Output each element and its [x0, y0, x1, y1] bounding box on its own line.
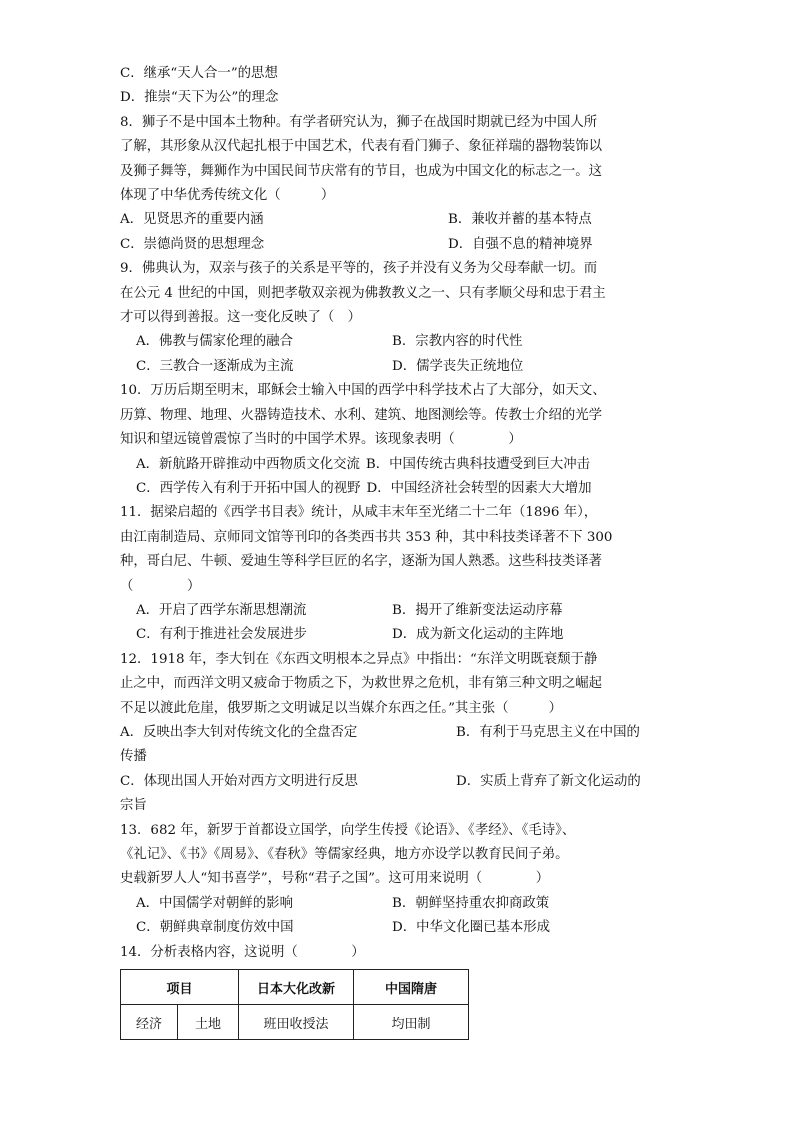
q10-stem-line: 历算、物理、地理、火器铸造技术、水利、建筑、地图测绘等。传教士介绍的光学: [120, 407, 603, 423]
table-cell: 土地: [178, 1005, 239, 1040]
q8-stem-line: 及狮子舞等，舞狮作为中国民间节庆常有的节目，也成为中国文化的标志之一。这: [120, 163, 603, 179]
table-cell: 经济: [121, 1005, 178, 1040]
q12-stem-line: 12．1918 年，李大钊在《东西文明根本之异点》中指出：“东洋文明既衰颓于静: [120, 651, 598, 667]
question-14: [120, 941, 680, 1040]
q9-option-b: B．宗教内容的时代性: [392, 334, 523, 350]
table-header-cell: 日本大化改新: [239, 970, 354, 1005]
q8-option-b: B．兼收并蓄的基本特点: [448, 212, 592, 228]
q9-option-c: C．三教合一逐渐成为主流: [136, 358, 294, 374]
question-9: [120, 257, 680, 379]
q10-stem-line: 知识和望远镜曾震惊了当时的中国学术界。该现象表明（ ）: [120, 432, 522, 448]
comparison-table: [120, 969, 469, 1040]
q12-option-c: C．体现出国人开始对西方文明进行反思: [120, 773, 358, 789]
q9-options-row: [120, 330, 680, 354]
table-header-cell: 中国隋唐: [354, 970, 469, 1005]
q12-stem-line: 不足以渡此危崖，俄罗斯之文明诚足以当媒介东西之任。”其主张（ ）: [120, 700, 563, 716]
q14-stem: 14．分析表格内容，这说明（ ）: [120, 944, 365, 960]
q9-option-a: A．佛教与儒家伦理的融合: [136, 334, 293, 350]
q10-options-row: [120, 477, 680, 501]
q11-option-d: D．成为新文化运动的主阵地: [392, 627, 564, 643]
q12-option-d: D．实质上背弃了新文化运动的: [456, 773, 641, 789]
q10-option-d: D．中国经济社会转型的因素大大增加: [366, 480, 592, 496]
q8-option-d: D．自强不息的精神境界: [448, 236, 593, 252]
q10-option-b: B．中国传统古典科技遭受到巨大冲击: [365, 456, 591, 472]
q13-options-row: [120, 916, 680, 940]
question-13: [120, 819, 680, 941]
table-cell: 班田收授法: [239, 1005, 354, 1040]
q11-stem-line: （ ）: [120, 578, 201, 594]
q10-option-c: C．西学传入有利于开拓中国人的视野: [136, 480, 361, 496]
q12-stem-line: 止之中，而西洋文明又疲命于物质之下，为救世界之危机，非有第三种文明之崛起: [120, 676, 603, 692]
q9-options-row: [120, 355, 680, 379]
exam-page: [120, 62, 680, 1040]
q13-stem-line: 13．682 年，新罗于首都设立国学，向学生传授《论语》、《孝经》、《毛诗》、: [120, 822, 576, 838]
q11-stem-line: 11．据梁启超的《西学书目表》统计，从咸丰末年至光绪二十二年（1896 年），: [120, 505, 598, 521]
q8-options-row: [120, 208, 680, 232]
q13-option-c: C．朝鲜典章制度仿效中国: [136, 920, 294, 936]
q13-options-row: [120, 892, 680, 916]
q9-stem-line: 9．佛典认为，双亲与孩子的关系是平等的，孩子并没有义务为父母奉献一切。而: [120, 261, 598, 277]
q8-option-a: A．见贤思齐的重要内涵: [120, 212, 264, 228]
q13-option-b: B．朝鲜坚持重农抑商政策: [392, 895, 550, 911]
q11-options-row: [120, 599, 680, 623]
q11-stem-line: 种，哥白尼、牛顿、爱迪生等科学巨匠的名字，逐渐为国人熟悉。这些科技类译著: [120, 554, 603, 570]
question-10: [120, 379, 680, 501]
q8-option-c: C．崇德尚贤的思想理念: [120, 236, 265, 252]
table-row: [121, 1005, 469, 1040]
question-11: [120, 501, 680, 647]
q8-stem-line: 8．狮子不是中国本土物种。有学者研究认为，狮子在战国时期就已经为中国人所: [120, 114, 598, 130]
q13-stem-line: 史载新罗人人“知书喜学”，号称“君子之国”。这可用来说明（ ）: [120, 871, 550, 887]
q9-option-d: D．儒学丧失正统地位: [392, 358, 524, 374]
question-12: [120, 648, 680, 819]
q11-options-row: [120, 623, 680, 647]
q8-stem-line: 了解，其形象从汉代起扎根于中国艺术，代表有看门狮子、象征祥瑞的器物装饰以: [120, 139, 603, 155]
q12-option-a: A．反映出李大钊对传统文化的全盘否定: [120, 724, 358, 740]
q12-options-row: [120, 721, 680, 745]
q8-stem-line: 体现了中华优秀传统文化（ ）: [120, 188, 335, 204]
q12-option-b-continued: 传播: [120, 749, 147, 765]
q10-stem-line: 10．万历后期至明末，耶稣会士输入中国的西学中科学技术占了大部分，如天文、: [120, 383, 606, 399]
q12-option-b: B．有利于马克思主义在中国的: [456, 724, 640, 740]
q11-option-a: A．开启了西学东渐思想潮流: [136, 602, 307, 618]
q11-option-b: B．揭开了维新变法运动序幕: [392, 602, 563, 618]
q8-options-row: [120, 233, 680, 257]
table-header-cell: 项目: [121, 970, 239, 1005]
q10-option-a: A．新航路开辟推动中西物质文化交流: [136, 456, 360, 472]
q9-stem-line: 才可以得到善报。这一变化反映了（ ）: [120, 310, 362, 326]
table-cell: 均田制: [354, 1005, 469, 1040]
q13-option-a: A．中国儒学对朝鲜的影响: [136, 895, 293, 911]
q7-option-c: C．继承“天人合一”的思想: [120, 66, 278, 81]
q10-options-row: [120, 453, 680, 477]
q13-stem-line: 《礼记》、《书》《周易》、《春秋》等儒家经典，地方亦设学以教育民间子弟。: [120, 847, 569, 862]
q9-stem-line: 在公元 4 世纪的中国，则把孝敬双亲视为佛教教义之一、只有孝顺父母和忠于君主: [120, 285, 606, 301]
q11-option-c: C．有利于推进社会发展进步: [136, 627, 307, 643]
table-header-row: [121, 970, 469, 1005]
question-8: [120, 111, 680, 257]
q7-option-d: D．推崇“天下为公”的理念: [120, 90, 279, 106]
q11-stem-line: 由江南制造局、京师同文馆等刊印的各类西书共 353 种，其中科技类译著不下 300: [120, 529, 613, 545]
q12-options-row: [120, 770, 680, 794]
q13-option-d: D．中华文化圈已基本形成: [392, 920, 551, 936]
q12-option-d-continued: 宗旨: [120, 798, 147, 814]
